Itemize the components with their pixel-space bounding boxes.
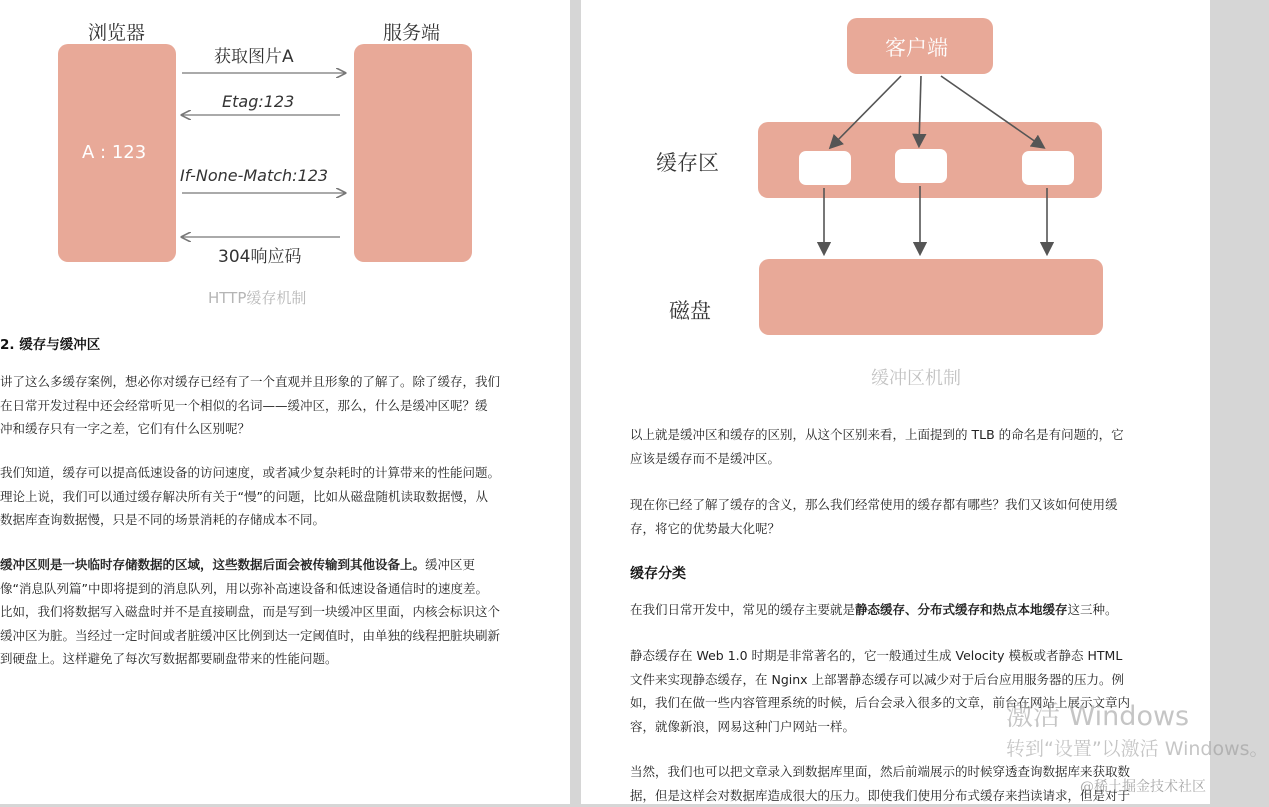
paragraph-question (630, 493, 1200, 540)
text-line: 据，但是这样会对数据库造成很大的压力。即使我们使用分布式缓存来挡读请求，但是对于 (630, 784, 1205, 807)
text-line: 缓冲区为脏。当经过一定时间或者脏缓冲区比例到达一定阈值时，由单独的线程把脏块刷新 (0, 624, 560, 648)
section-heading-cache-buffer: 2. 缓存与缓冲区 (0, 333, 100, 353)
text-line: 冲和缓存只有一字之差，它们有什么区别呢？ (0, 417, 560, 441)
browser-label: 浏览器 (88, 18, 145, 45)
windows-activation-hint: 转到“设置”以激活 Windows。 (1006, 734, 1269, 761)
text-span: 在我们日常开发中，常见的缓存主要就是 (630, 602, 855, 617)
text-line: 静态缓存在 Web 1.0 时期是非常著名的，它一般通过生成 Velocity 模板或者静态 HTML (630, 644, 1205, 668)
browser-value: A : 123 (82, 142, 146, 163)
buffer-area-label: 缓存区 (656, 147, 719, 177)
bold-definition: 缓冲区则是一块临时存储数据的区域，这些数据后面会被传输到其他设备上。 (0, 557, 425, 572)
text-line: 数据库查询数据慢，只是不同的场景消耗的存储成本不同。 (0, 508, 560, 532)
text-line: 理论上说，我们可以通过缓存解决所有关于“慢”的问题，比如从磁盘随机读取数据慢，从 (0, 485, 560, 509)
buffer-arrows (581, 0, 1210, 360)
client-to-slot-arrow (831, 76, 901, 147)
text-line: 容，就像新浪，网易这种门户网站一样。 (630, 715, 1205, 739)
section-heading-cache-types: 缓存分类 (630, 563, 686, 583)
text-line: 应该是缓存而不是缓冲区。 (630, 447, 1200, 471)
server-label: 服务端 (383, 18, 440, 45)
text-line: 在日常开发过程中还会经常听见一个相似的名词——缓冲区，那么，什么是缓冲区呢？缓 (0, 394, 560, 418)
buffer-caption: 缓冲区机制 (871, 364, 961, 390)
paragraph-intro (0, 370, 560, 441)
arrow-label-if-none-match: If-None-Match:123 (180, 166, 328, 185)
paragraph-difference (630, 423, 1200, 470)
text-line: 我们知道，缓存可以提高低速设备的访问速度，或者减少复杂耗时的计算带来的性能问题。 (0, 461, 560, 485)
text-line: 像“消息队列篇”中即将提到的消息队列，用以弥补高速设备和低速设备通信时的速度差。 (0, 577, 560, 601)
bold-cache-types: 静态缓存、分布式缓存和热点本地缓存 (855, 602, 1068, 617)
text-line: 现在你已经了解了缓存的含义，那么我们经常使用的缓存都有哪些？我们又该如何使用缓 (630, 493, 1200, 517)
text-span: 缓冲区更 (425, 557, 475, 572)
text-line: 如，我们在做一些内容管理系统的时候，后台会录入很多的文章，前台在网站上展示文章内 (630, 691, 1205, 715)
disk-label: 磁盘 (669, 295, 711, 325)
client-to-slot-arrow (941, 76, 1043, 147)
right-page (581, 0, 1210, 804)
text-span: 这三种。 (1068, 602, 1118, 617)
paragraph-cache-speed (0, 461, 560, 532)
text-line: 以上就是缓冲区和缓存的区别，从这个区别来看，上面提到的 TLB 的命名是有问题的，它 (630, 423, 1200, 447)
arrow-label-get-image: 获取图片A (214, 42, 294, 67)
community-watermark: @稀土掘金技术社区 (1080, 776, 1206, 796)
paragraph-buffer (0, 553, 560, 671)
http-caption: HTTP缓存机制 (208, 287, 306, 308)
text-line: 讲了这么多缓存案例，想必你对缓存已经有了一个直观并且形象的了解了。除了缓存，我们 (0, 370, 560, 394)
client-label: 客户端 (885, 32, 948, 62)
text-line (0, 553, 560, 577)
windows-activation-title: 激活 Windows (1006, 694, 1189, 733)
text-line: 到硬盘上。这样避免了每次写数据都要刷盘带来的性能问题。 (0, 647, 560, 671)
text-line: 比如，我们将数据写入磁盘时并不是直接刷盘，而是写到一块缓冲区里面，内核会标识这个 (0, 600, 560, 624)
text-line: 当然，我们也可以把文章录入到数据库里面，然后前端展示的时候穿透查询数据库来获取数 (630, 760, 1205, 784)
text-line: 存，将它的优势最大化呢？ (630, 517, 1200, 541)
text-line: 文件来实现静态缓存，在 Nginx 上部署静态缓存可以减少对于后台应用服务器的压力。例 (630, 668, 1205, 692)
arrow-label-etag: Etag:123 (222, 92, 294, 111)
paragraph-classification (630, 598, 1200, 622)
arrow-label-304: 304响应码 (218, 242, 301, 267)
left-page (0, 0, 570, 804)
client-to-slot-arrow (919, 76, 921, 145)
